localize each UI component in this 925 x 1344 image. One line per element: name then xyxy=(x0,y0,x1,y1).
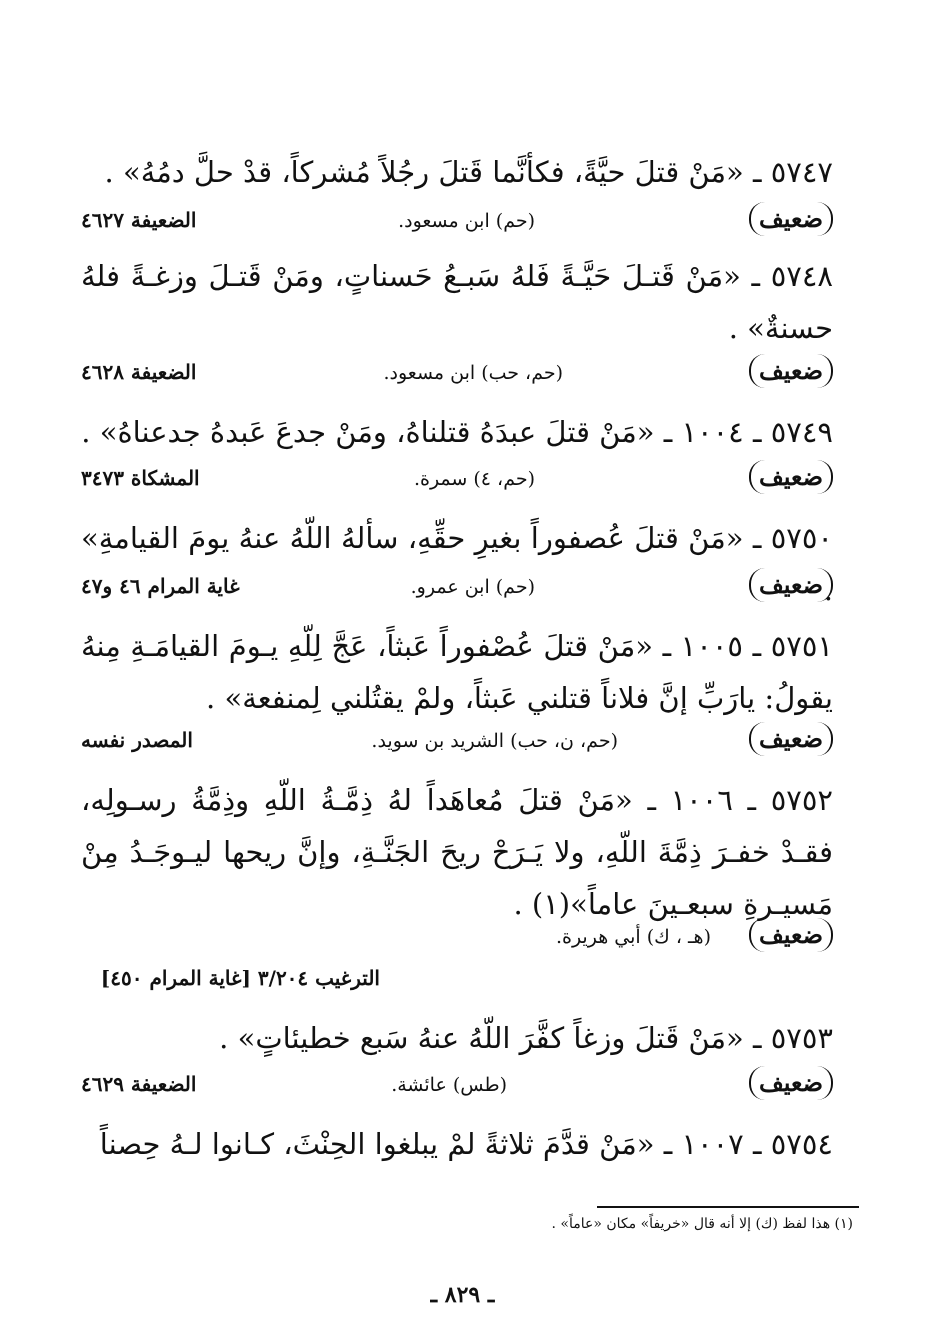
footnote: (١) هذا لفظ (ك) إلا أنه قال «خريفاً» مكان «عاماً» . xyxy=(551,1216,853,1232)
grade-reference: المشكاة ٣٤٧٣ xyxy=(81,466,200,490)
grade-source: (حم، ٤) سمرة. xyxy=(413,468,535,490)
hadith-5749: ٥٧٤٩ ـ ١٠٠٤ ـ «مَنْ قتلَ عبدَهُ قتلناهُ، ومَنْ جدعَ عَبدهُ جدعناهُ» . xyxy=(81,415,833,449)
grade-line-5748 xyxy=(81,352,833,396)
grade-reference: الضعيفة ٤٦٢٧ xyxy=(81,208,197,232)
hadith-5754: ٥٧٥٤ ـ ١٠٠٧ ـ «مَنْ قدَّمَ ثلاثةً لمْ يبلغوا الحِنْثَ، كـانوا لـهُ حِصناً xyxy=(99,1127,833,1161)
grade-source: (حم، ن، حب) الشريد بن سويد. xyxy=(371,730,618,752)
hadith-5753: ٥٧٥٣ ـ «مَنْ قَتلَ وزغاً كفَّرَ اللّهُ عنهُ سَبع خطيئاتٍ» . xyxy=(219,1021,833,1055)
grade-line-5752 xyxy=(81,916,833,960)
hadith-5751: ٥٧٥١ ـ ١٠٠٥ ـ «مَنْ قتلَ عُصْفوراً عَبثاً، عَجَّ لِلّهِ يـومَ القيامَـةِ مِنهُ يقولُ: يارَبِّ إنَّ فلاناً قتلني عَبثاً، ولمْ يقتُلني لِمنفعة» . xyxy=(81,629,833,715)
grade-badge: ضعيف xyxy=(749,460,833,494)
grade-source: (حم، حب) ابن مسعود. xyxy=(383,362,563,384)
grade-line-5750 xyxy=(81,566,833,610)
page-number: ـ ٨٢٩ ـ xyxy=(430,1282,495,1308)
extra-reference: الترغيب ٣/٢٠٤ [غاية المرام ٤٥٠] xyxy=(100,966,380,990)
grade-badge: ضعيف xyxy=(749,1066,833,1100)
hadith-5752: ٥٧٥٢ ـ ١٠٠٦ ـ «مَنْ قتلَ مُعاهَداً لهُ ذِمَّـةُ اللّهِ وذِمَّةُ رسـولِه، فقـدْ خفـرَ ذِمَّةَ اللّهِ، ولا يَـرَحْ ريحَ الجَنَّـةِ، وإنَّ ريحها ليـوجَـدُ مِنْ مَسيـرةِ سبعـينَ عاماً»(١) . xyxy=(81,783,834,921)
grade-source: (هـ ، ك) أبي هريرة. xyxy=(555,926,711,948)
grade-badge: ضعيف xyxy=(749,202,833,236)
hadith-5748: ٥٧٤٨ ـ «مَنْ قَتـلَ حَيَّـةً فَلهُ سَبـعُ حَسناتٍ، ومَنْ قَتـلَ وزغـةً فلهُ حسنةٌ» . xyxy=(81,259,833,345)
hadith-5750: ٥٧٥٠ ـ «مَنْ قتلَ عُصفوراً بغيرِ حقِّهِ، سألهُ اللّهُ عنهُ يومَ القيامةِ» . xyxy=(81,521,833,607)
grade-reference: الضعيفة ٤٦٢٨ xyxy=(81,360,197,384)
grade-line-5751 xyxy=(81,720,833,764)
grade-source: (حم) ابن عمرو. xyxy=(410,576,535,598)
grade-line-5749 xyxy=(81,458,833,502)
footnote-divider xyxy=(597,1206,859,1208)
grade-badge: ضعيف xyxy=(749,354,833,388)
grade-badge: ضعيف xyxy=(749,568,833,602)
grade-reference: غاية المرام ٤٦ و٤٧ xyxy=(81,574,240,598)
grade-source: (طس) عائشة. xyxy=(391,1074,507,1096)
grade-badge: ضعيف xyxy=(749,722,833,756)
grade-reference: الضعيفة ٤٦٢٩ xyxy=(81,1072,197,1096)
hadith-5747: ٥٧٤٧ ـ «مَنْ قتلَ حيَّةً، فكأنَّما قَتلَ رجُلاً مُشركاً، قدْ حلَّ دمُهُ» . xyxy=(104,155,833,189)
grade-line-5747 xyxy=(81,200,833,244)
grade-reference: المصدر نفسه xyxy=(81,728,193,752)
grade-line-5753 xyxy=(81,1064,833,1108)
grade-badge: ضعيف xyxy=(749,918,833,952)
grade-source: (حم) ابن مسعود. xyxy=(398,210,535,232)
